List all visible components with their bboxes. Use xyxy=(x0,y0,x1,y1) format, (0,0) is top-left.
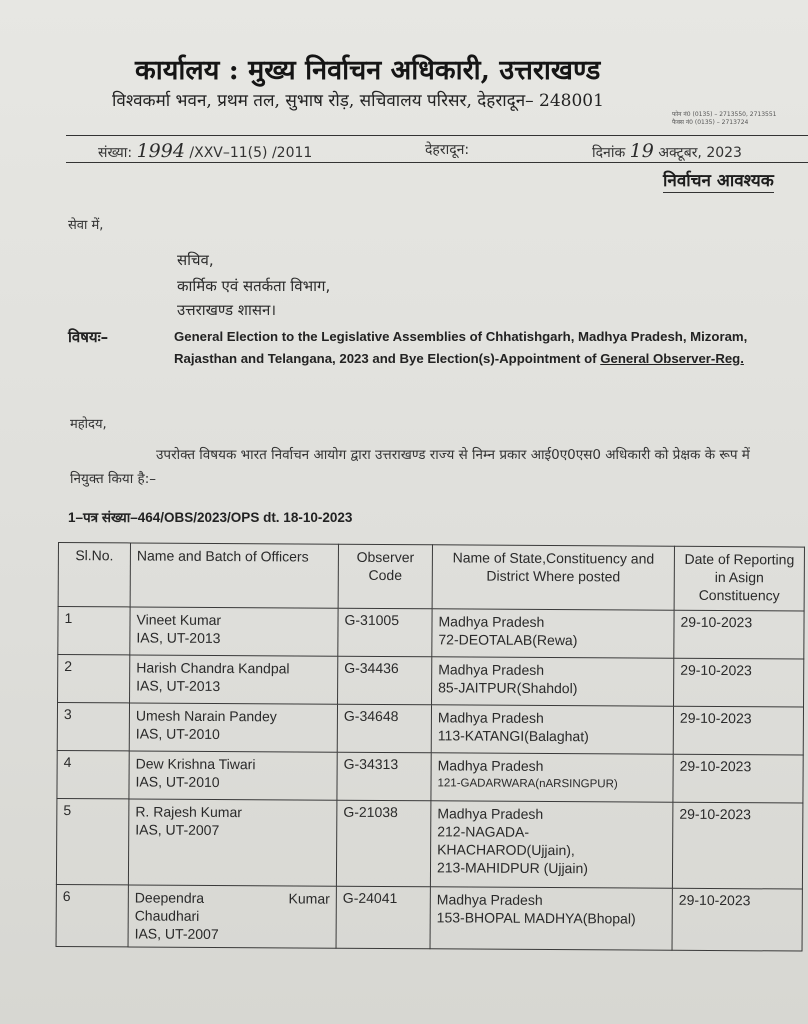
officer-middle-name: Kumar xyxy=(288,890,330,907)
cell-code: G-34648 xyxy=(337,704,431,753)
state-name: Madhya Pradesh xyxy=(437,709,544,726)
reference-date-handwritten: 19 xyxy=(629,140,654,162)
reference-number-suffix: /XXV–11(5) /2011 xyxy=(189,145,313,161)
constituency-second: 213-MAHIDPUR (Ujjain) xyxy=(436,859,588,877)
header-date: Date of Reporting in Asign Constituency xyxy=(674,546,804,611)
state-name: Madhya Pradesh xyxy=(438,613,545,630)
reference-number-handwritten: 1994 xyxy=(136,140,185,162)
state-name: Madhya Pradesh xyxy=(438,661,545,678)
reference-number-label: संख्या: xyxy=(98,145,133,161)
letter-reference: 1–पत्र संख्या–464/OBS/2023/OPS dt. 18-10-2023 xyxy=(68,510,353,525)
cell-state xyxy=(431,705,673,754)
cell-name xyxy=(130,607,338,656)
cell-date: 29-10-2023 xyxy=(672,802,803,889)
officer-name xyxy=(135,888,330,907)
cell-date: 29-10-2023 xyxy=(674,610,804,659)
constituency: 153-BHOPAL MADHYA(Bhopal) xyxy=(436,909,636,927)
cell-sl: 1 xyxy=(58,607,130,655)
reference-date-label: दिनांक xyxy=(592,145,626,161)
officer-batch: IAS, UT-2013 xyxy=(136,677,221,694)
officer-batch: IAS, UT-2010 xyxy=(135,725,220,742)
cell-sl: 5 xyxy=(56,798,129,884)
officers-table xyxy=(56,542,805,952)
table-row xyxy=(58,607,804,660)
officer-name: Harish Chandra Kandpal xyxy=(136,659,290,677)
officer-first-name: Deependra xyxy=(134,889,205,906)
cell-code: G-21038 xyxy=(336,800,431,887)
greeting: महोदय, xyxy=(70,417,107,432)
officer-batch: IAS, UT-2013 xyxy=(136,629,221,646)
cell-sl: 6 xyxy=(56,884,128,946)
officer-last-name: Chaudhari xyxy=(134,907,200,924)
subject-text xyxy=(174,326,804,369)
officer-batch: IAS, UT-2010 xyxy=(135,773,220,790)
subject-body: General Election to the Legislative Assemblies of Chhatishgarh, Madhya Pradesh, Mizoram, Rajasthan and Telangana, 2023 and Bye Election(s)-Appointment of xyxy=(174,329,748,366)
table-row xyxy=(57,750,803,803)
constituency: 72-DEOTALAB(Rewa) xyxy=(438,631,578,649)
header-sl: Sl.No. xyxy=(58,543,130,607)
cell-code: G-24041 xyxy=(336,886,430,949)
table-row xyxy=(56,798,803,889)
salutation: सेवा में, xyxy=(68,218,104,233)
cell-name xyxy=(128,799,337,886)
constituency: 85-JAITPUR(Shahdol) xyxy=(438,679,578,697)
header-state: Name of State,Constituency and District Where posted xyxy=(432,545,674,610)
constituency: 121-GADARWARA(nARSINGPUR) xyxy=(437,777,618,791)
header-code: Observer Code xyxy=(338,544,432,609)
officer-name: Vineet Kumar xyxy=(136,611,222,628)
cell-sl: 3 xyxy=(57,703,129,751)
cell-name xyxy=(128,885,336,948)
contact-fax: फैक्स नं0 (0135) – 2713724 xyxy=(672,119,749,126)
header-rule-top xyxy=(66,135,808,136)
officer-name: R. Rajesh Kumar xyxy=(135,803,242,821)
recipient-line-3: उत्तराखण्ड शासन। xyxy=(177,301,277,319)
officer-batch: IAS, UT-2007 xyxy=(135,821,220,838)
state-name: Madhya Pradesh xyxy=(437,805,544,822)
state-name: Madhya Pradesh xyxy=(437,757,544,774)
election-urgent-stamp: निर्वाचन आवश्यक xyxy=(663,168,774,193)
cell-state xyxy=(430,801,673,888)
cell-name xyxy=(129,751,337,800)
reference-date-rest: अक्टूबर, 2023 xyxy=(658,145,742,161)
subject-underlined: General Observer-Reg. xyxy=(600,350,744,366)
table-header-row xyxy=(58,543,804,612)
cell-state xyxy=(432,657,674,706)
cell-date: 29-10-2023 xyxy=(673,706,803,755)
cell-state xyxy=(431,753,673,802)
recipient-line-2: कार्मिक एवं सतर्कता विभाग, xyxy=(177,277,331,295)
constituency: 113-KATANGI(Balaghat) xyxy=(437,727,589,745)
reference-number xyxy=(98,140,312,162)
cell-name xyxy=(129,703,337,752)
cell-sl: 4 xyxy=(57,750,129,798)
body-paragraph: उपरोक्त विषयक भारत निर्वाचन आयोग द्वारा उत्तराखण्ड राज्य से निम्न प्रकार आई0ए0एस0 अधिकारी को प्रेक्षक के रूप में नियुक्त किया है:– xyxy=(70,447,750,487)
cell-code: G-34436 xyxy=(338,656,432,705)
header-rule-bottom xyxy=(66,162,808,163)
contact-phone: फोन नं0 (0135) – 2713550, 2713551 xyxy=(672,111,777,118)
cell-state xyxy=(432,609,674,658)
table-row xyxy=(58,655,804,708)
cell-sl: 2 xyxy=(58,655,130,703)
cell-code: G-34313 xyxy=(337,752,431,801)
subject-label: विषयः– xyxy=(68,328,109,346)
table-row xyxy=(57,703,803,756)
header-name: Name and Batch of Officers xyxy=(130,543,338,608)
cell-code: G-31005 xyxy=(338,608,432,657)
constituency: 212-NAGADA- xyxy=(437,823,530,840)
officer-name: Umesh Narain Pandey xyxy=(135,707,277,725)
recipient-line-1: सचिव, xyxy=(177,251,214,269)
state-name: Madhya Pradesh xyxy=(436,891,543,908)
officer-batch: IAS, UT-2007 xyxy=(134,925,219,942)
reference-date xyxy=(592,140,742,162)
cell-date: 29-10-2023 xyxy=(673,754,803,803)
reference-place: देहरादून: xyxy=(425,142,470,158)
cell-date: 29-10-2023 xyxy=(674,658,804,707)
office-address: विश्वकर्मा भवन, प्रथम तल, सुभाष रोड़, सचिवालय परिसर, देहरादून– 248001 xyxy=(112,91,604,111)
constituency-continued: KHACHAROD(Ujjain), xyxy=(437,841,575,859)
officer-name: Dew Krishna Tiwari xyxy=(135,755,256,773)
cell-name xyxy=(130,655,338,704)
table-row xyxy=(56,884,802,951)
cell-state xyxy=(430,887,672,950)
cell-date: 29-10-2023 xyxy=(672,888,802,951)
office-title: कार्यालय : मुख्य निर्वाचन अधिकारी, उत्तराखण्ड xyxy=(135,55,601,86)
